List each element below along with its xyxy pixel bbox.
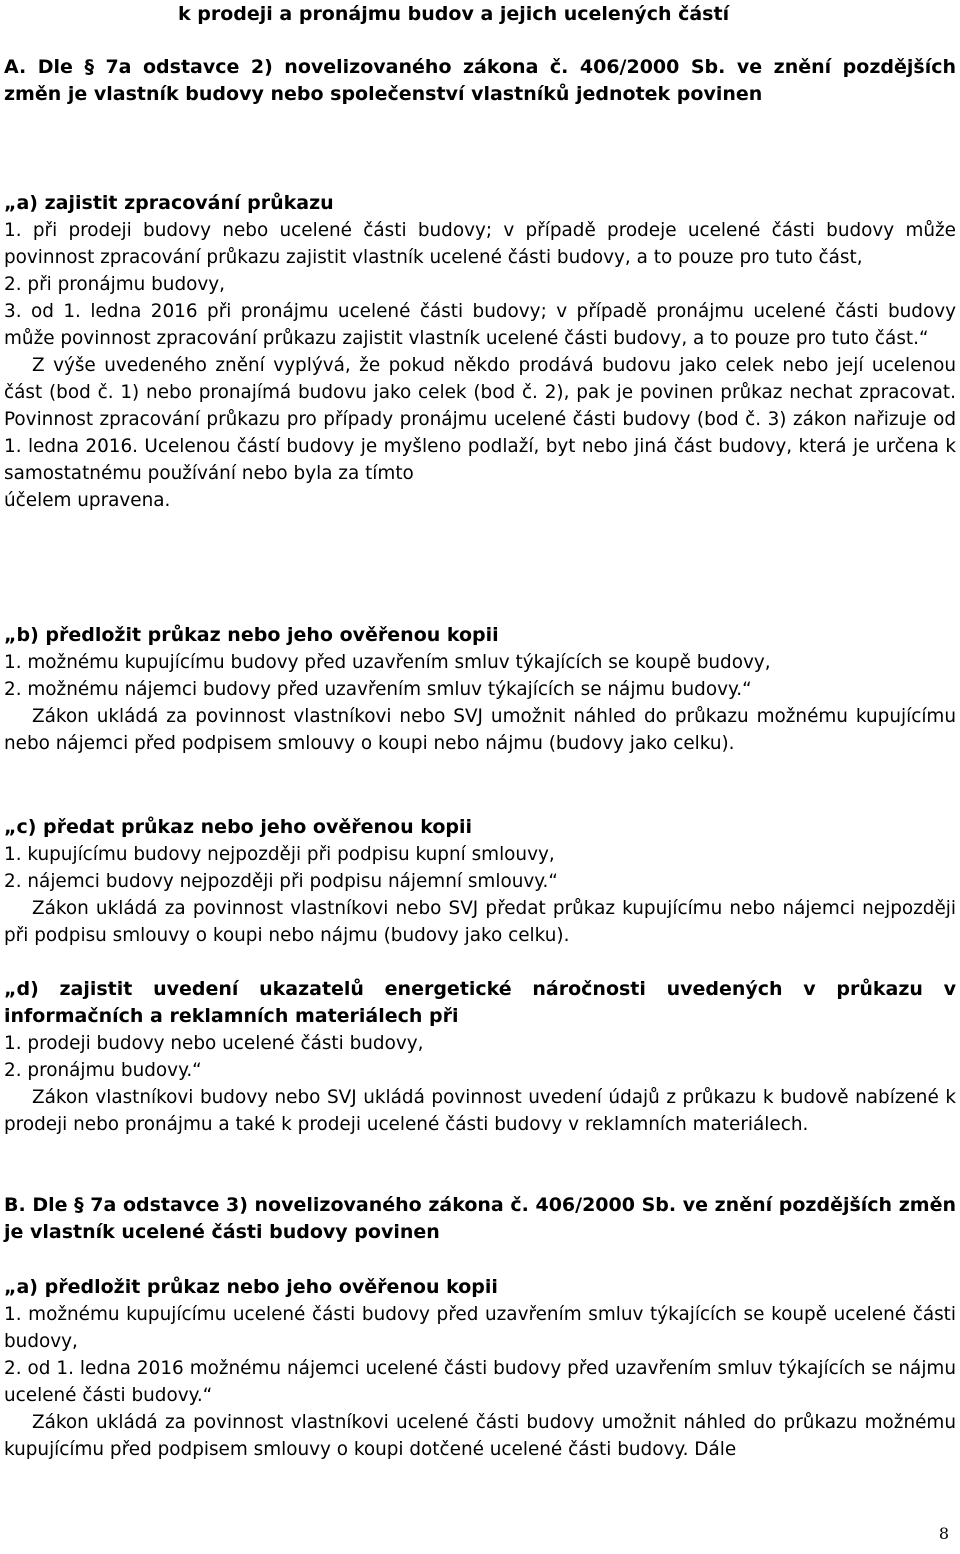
section-a-c-item-1: 1. kupujícímu budovy nejpozději při podpisu kupní smlouvy, (4, 844, 555, 865)
section-b-a-heading: „a) předložit průkaz nebo jeho ověřenou kopii (4, 1276, 498, 1298)
section-a-heading: A. Dle § 7a odstavce 2) novelizovaného zákona č. 406/2000 Sb. ve znění pozdějších změn je vlastník budovy nebo společenství vlastníků jednotek povinen (4, 56, 956, 105)
section-a-d-block (4, 976, 956, 1138)
section-a-b-item-1: 1. možnému kupujícímu budovy před uzavřením smluv týkajících se koupě budovy, (4, 652, 771, 673)
section-a-heading-block (4, 54, 956, 108)
section-a-a-item-2: 2. při pronájmu budovy, (4, 274, 225, 295)
section-b-a-item-1: 1. možnému kupujícímu ucelené části budovy před uzavřením smluv týkajících se koupě ucelené části budovy, (4, 1304, 956, 1352)
section-a-c-note: Zákon ukládá za povinnost vlastníkovi nebo SVJ předat průkaz kupujícímu nebo nájemci nejpozději při podpisu smlouvy o koupi nebo nájmu (budovy jako celku). (4, 898, 956, 946)
section-b-a-block (4, 1274, 956, 1463)
section-a-a-item-3: 3. od 1. ledna 2016 při pronájmu ucelené části budovy; v případě pronájmu ucelené části budovy může povinnost zpracování průkazu zajistit vlastník ucelené části budovy, a to pouze pro tuto část.“ (4, 301, 956, 349)
section-a-b-heading: „b) předložit průkaz nebo jeho ověřenou kopii (4, 624, 499, 646)
section-a-a-heading: „a) zajistit zpracování průkazu (4, 192, 334, 214)
section-a-b-note: Zákon ukládá za povinnost vlastníkovi nebo SVJ umožnit náhled do průkazu možnému kupujícímu nebo nájemci před podpisem smlouvy o koupi nebo nájmu (budovy jako celku). (4, 706, 956, 754)
page-title: k prodeji a pronájmu budov a jejich ucelených částí (178, 3, 730, 25)
section-b-a-item-2: 2. od 1. ledna 2016 možnému nájemci ucelené části budovy před uzavřením smluv týkajících se nájmu ucelené části budovy.“ (4, 1358, 956, 1406)
section-a-c-item-2: 2. nájemci budovy nejpozději při podpisu nájemní smlouvy.“ (4, 871, 558, 892)
section-a-d-item-2: 2. pronájmu budovy.“ (4, 1060, 202, 1081)
section-a-a-block (4, 190, 956, 514)
section-b-heading-block (4, 1192, 956, 1246)
section-b-a-note: Zákon ukládá za povinnost vlastníkovi ucelené části budovy umožnit náhled do průkazu možnému kupujícímu před podpisem smlouvy o koupi dotčené ucelené části budovy. Dále (4, 1412, 956, 1460)
section-a-d-item-1: 1. prodeji budovy nebo ucelené části budovy, (4, 1033, 424, 1054)
section-a-b-block (4, 622, 956, 757)
page-number: 8 (938, 1524, 949, 1543)
section-a-a-item-1: 1. při prodeji budovy nebo ucelené části budovy; v případě prodeje ucelené části budovy může povinnost zpracování průkazu zajistit vlastník ucelené části budovy, a to pouze pro tuto část, (4, 220, 956, 268)
section-a-c-heading: „c) předat průkaz nebo jeho ověřenou kopii (4, 816, 473, 838)
section-b-heading: B. Dle § 7a odstavce 3) novelizovaného zákona č. 406/2000 Sb. ve znění pozdějších změn je vlastník ucelené části budovy povinen (4, 1194, 956, 1243)
section-a-a-note-end: účelem upravena. (4, 490, 171, 511)
section-a-b-item-2: 2. možnému nájemci budovy před uzavřením smluv týkajících se nájmu budovy.“ (4, 679, 752, 700)
section-a-d-note: Zákon vlastníkovi budovy nebo SVJ ukládá povinnost uvedení údajů z průkazu k budově nabízené k prodeji nebo pronájmu a také k prodeji ucelené části budovy v reklamních materiálech. (4, 1087, 956, 1135)
section-a-c-block (4, 814, 956, 949)
section-a-d-heading: „d) zajistit uvedení ukazatelů energetické náročnosti uvedených v průkazu v informačních a reklamních materiálech při (4, 978, 956, 1027)
section-a-a-note: Z výše uvedeného znění vyplývá, že pokud někdo prodává budovu jako celek nebo její ucelenou část (bod č. 1) nebo pronajímá budovu jako celek (bod č. 2), pak je povinen průkaz nechat zpracovat. Povinnost zpracování průkazu pro případy pronájmu ucelené části budovy (bod č. 3) zákon nařizuje od 1. ledna 2016. Ucelenou částí budovy je myšleno podlaží, byt nebo jiná část budovy, která je určena k samostatnému používání nebo byla za tímto (4, 355, 956, 484)
